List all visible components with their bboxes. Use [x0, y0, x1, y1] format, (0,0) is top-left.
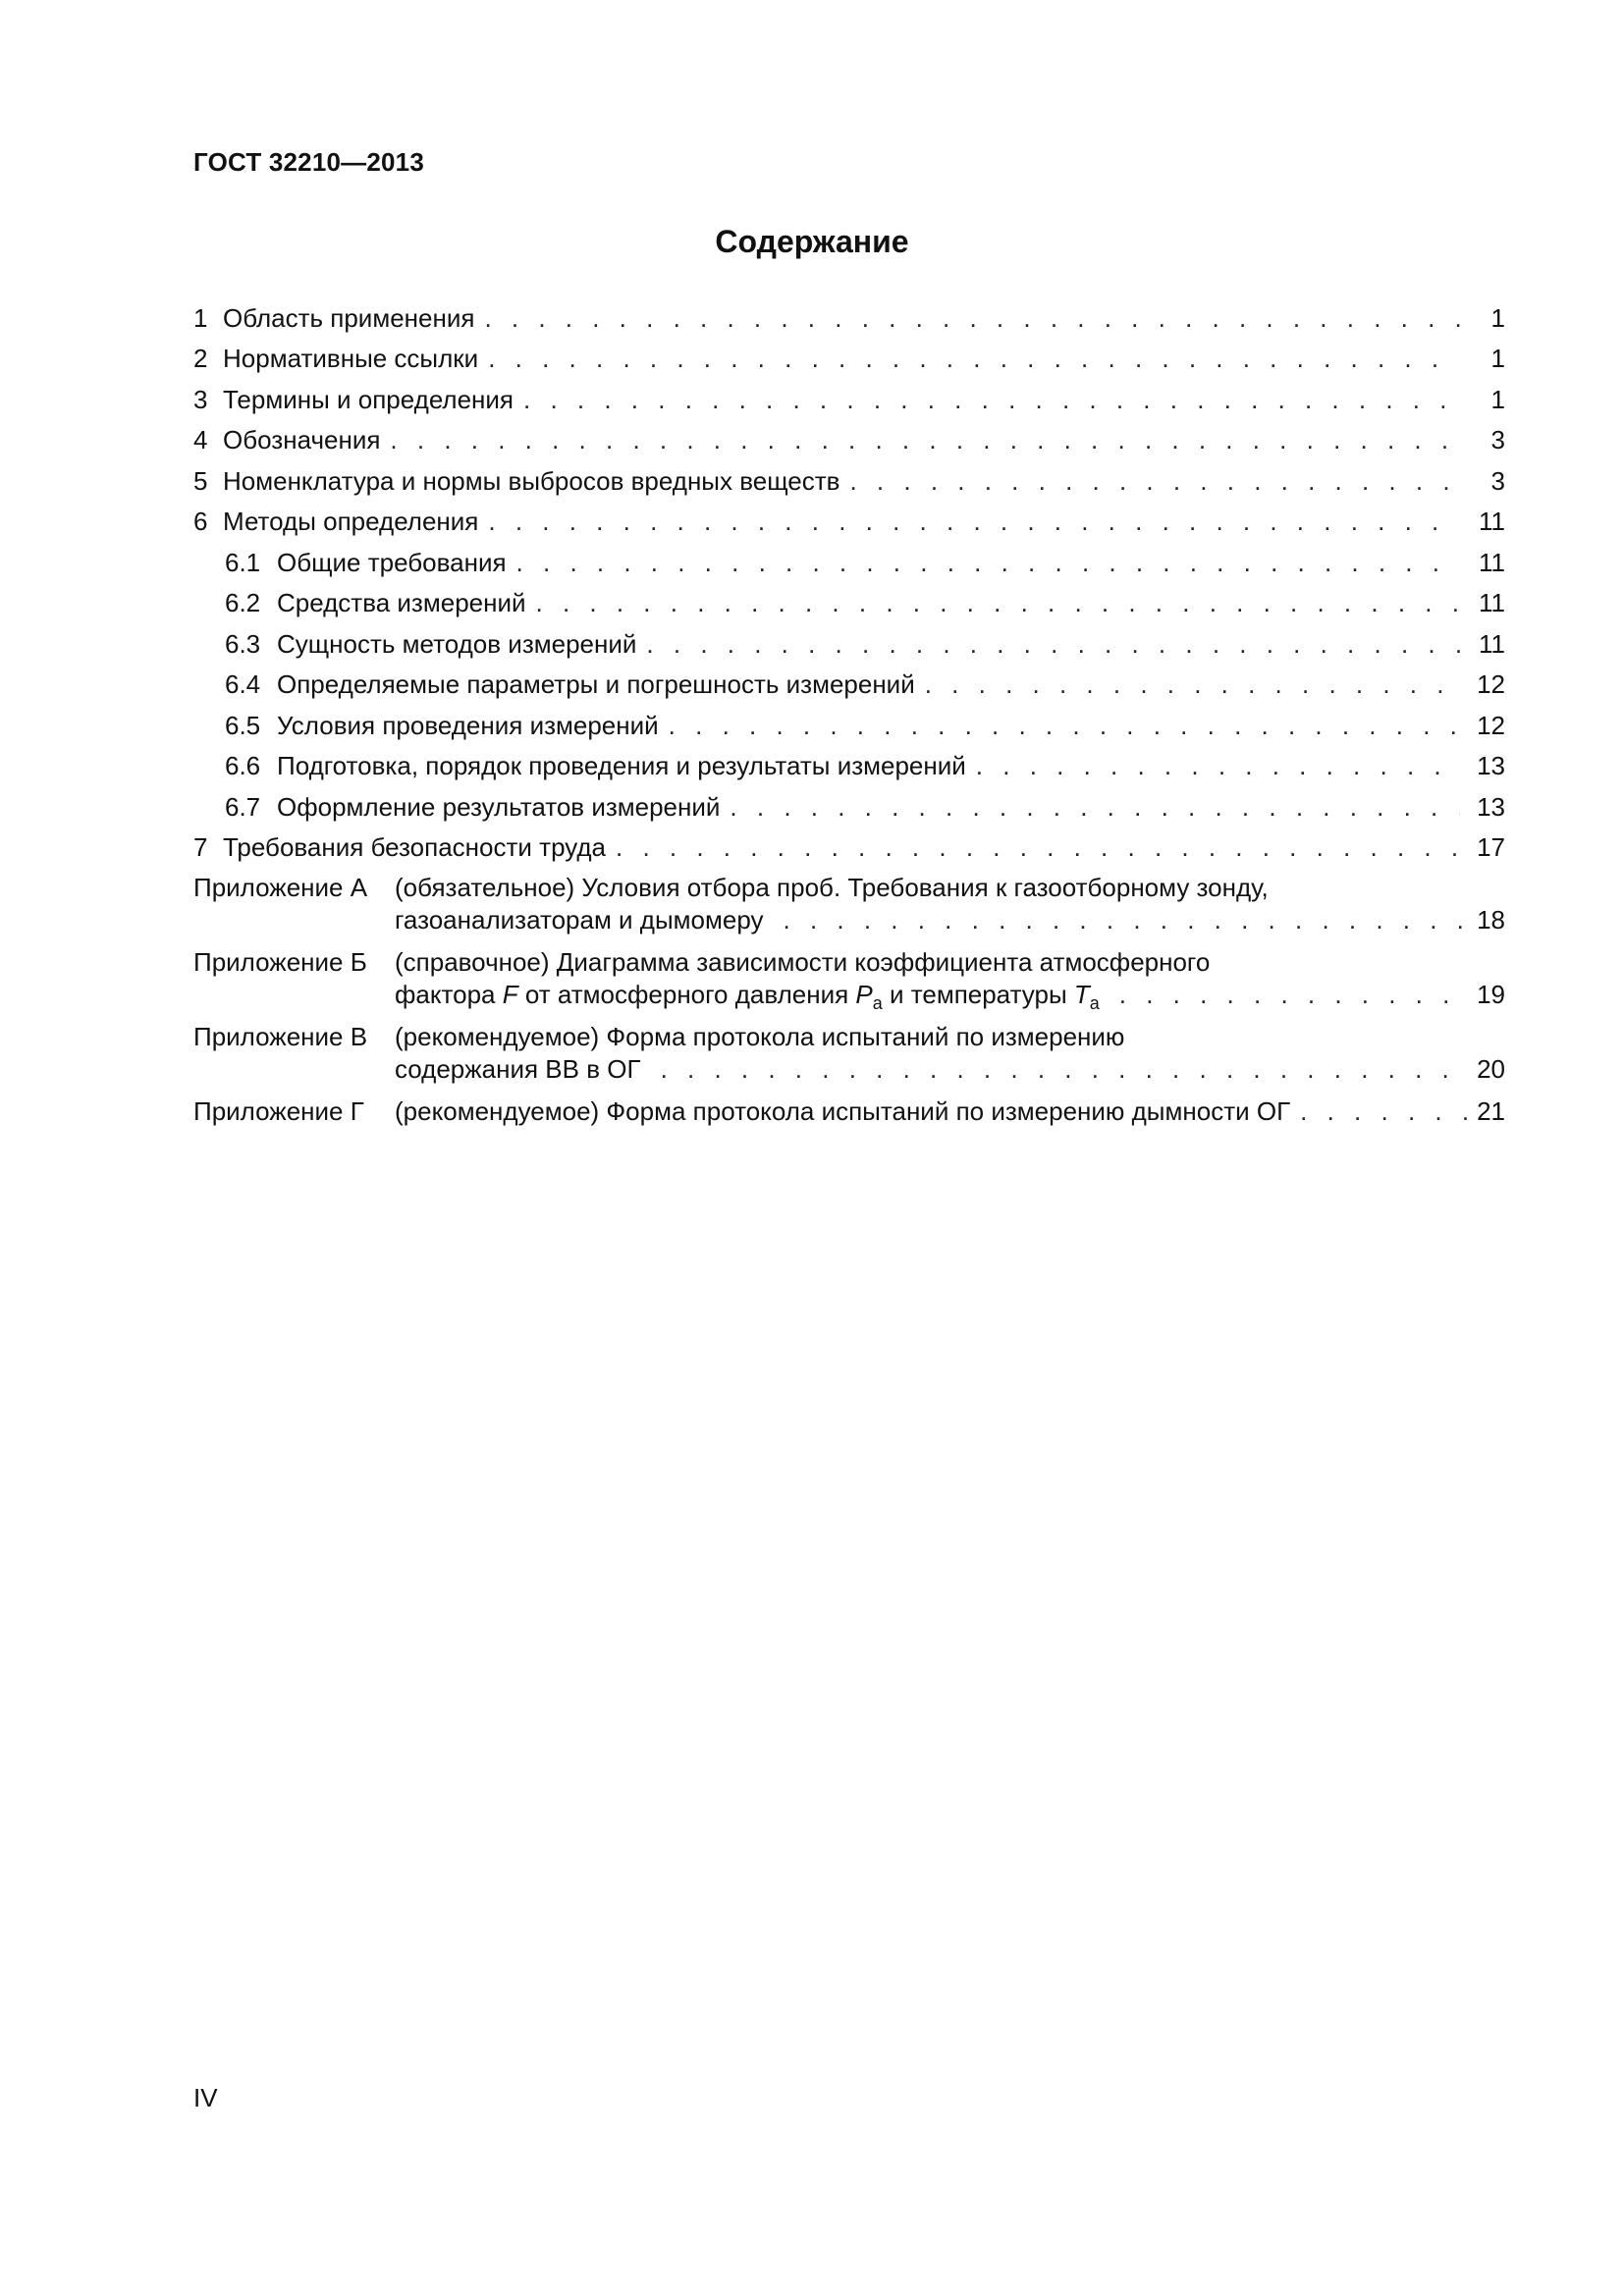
toc-entry-label: Термины и определения [223, 384, 514, 414]
toc-entry-page: 1 [1490, 384, 1505, 414]
toc-entry-page: 3 [1490, 465, 1505, 496]
toc-entry-label: Общие требования [277, 547, 507, 577]
appendix-title-line [395, 904, 1505, 936]
toc-entry-label: Подготовка, порядок проведения и результаты измерений [277, 751, 966, 780]
toc-appendix-v[interactable] [193, 1021, 1505, 1086]
appendix-body [395, 872, 1505, 936]
toc-entry-page: 11 [1479, 547, 1505, 577]
toc-entry-label: Нормативные ссылки [223, 344, 479, 373]
toc-entry-3[interactable] [193, 373, 1505, 414]
toc-appendix-a[interactable] [193, 872, 1505, 936]
toc-entry-number: 2 [193, 344, 208, 373]
dot-leader [488, 507, 1460, 536]
dot-leader [730, 792, 1460, 822]
toc-entry-page: 11 [1479, 588, 1505, 617]
toc-entry-label: Область применения [223, 302, 475, 333]
appendix-title-continuation: газоанализаторам и дымомеру [395, 905, 764, 934]
dot-leader [669, 711, 1460, 740]
dot-leader [1300, 1095, 1467, 1128]
toc-entry-page: 3 [1490, 425, 1505, 454]
toc-entry-4[interactable] [193, 414, 1505, 455]
toc-entry-7[interactable] [193, 822, 1505, 863]
appendix-body [395, 1095, 1505, 1128]
appendix-label: Приложение В [193, 1022, 368, 1051]
appendix-title-line: (рекомендуемое) Форма протокола испытаний по измерению [395, 1022, 1125, 1051]
toc-entry-1[interactable] [193, 292, 1505, 333]
toc-entry-page: 11 [1479, 507, 1505, 536]
appendix-page: 21 [1477, 1096, 1505, 1126]
toc-entry-label: Требования безопасности труда [223, 832, 606, 862]
dot-leader [488, 344, 1460, 373]
dot-leader [849, 466, 1460, 496]
toc-entry-6-3[interactable] [193, 617, 1505, 659]
toc-entry-label: Определяемые параметры и погрешность измерений [277, 669, 915, 699]
appendix-label: Приложение Б [193, 947, 367, 977]
symbol-p: P [855, 980, 873, 1009]
appendix-page: 20 [1477, 1054, 1505, 1084]
toc-entry-6-4[interactable] [193, 659, 1505, 700]
toc-entry-number: 4 [193, 425, 208, 454]
subscript-a: a [872, 993, 883, 1013]
dot-leader [484, 303, 1460, 333]
symbol-f: F [502, 980, 518, 1009]
toc-entry-page: 13 [1477, 751, 1505, 780]
toc-entry-page: 12 [1477, 710, 1505, 740]
page-number: IV [193, 2083, 218, 2112]
text-run: и температуры [882, 980, 1074, 1009]
toc-entry-number: 5 [193, 465, 208, 496]
toc-entry-page: 12 [1477, 669, 1505, 699]
dot-leader [646, 629, 1460, 659]
appendix-title-line: (рекомендуемое) Форма протокола испытаний по измерению дымности ОГ [395, 1096, 1291, 1126]
dot-leader [661, 1053, 1468, 1086]
appendix-title-continuation [395, 979, 1100, 1011]
toc-entry-6-6[interactable] [193, 740, 1505, 781]
subscript-a: a [1089, 993, 1100, 1013]
dot-leader [536, 588, 1460, 617]
toc-appendix-g[interactable] [193, 1095, 1505, 1128]
dot-leader [1119, 979, 1467, 1011]
toc-entry-number: 6.4 [225, 669, 261, 699]
appendix-page: 18 [1477, 905, 1505, 934]
dot-leader [516, 548, 1460, 577]
toc-entry-label: Номенклатура и нормы выбросов вредных веществ [223, 465, 840, 496]
toc-entry-number: 6.1 [225, 547, 261, 577]
toc-entry-page: 1 [1490, 302, 1505, 333]
appendix-page: 19 [1477, 980, 1505, 1009]
toc-entry-page: 11 [1479, 628, 1505, 659]
toc-entry-number: 6.3 [225, 628, 261, 659]
appendix-body [395, 1021, 1505, 1086]
toc-entry-label: Оформление результатов измерений [277, 791, 721, 822]
dot-leader [390, 425, 1460, 454]
toc-entry-page: 13 [1477, 791, 1505, 822]
appendix-label: Приложение Г [193, 1096, 364, 1126]
appendix-body [395, 946, 1505, 1011]
toc-entry-6-7[interactable] [193, 780, 1505, 822]
toc-entry-number: 1 [193, 302, 208, 333]
text-run: фактора [395, 980, 503, 1009]
dot-leader [616, 832, 1460, 862]
text-run: от атмосферного давления [517, 980, 856, 1009]
appendix-label: Приложение А [193, 873, 368, 902]
appendix-title-continuation: содержания ВВ в ОГ [395, 1054, 641, 1084]
toc-entry-label: Условия проведения измерений [277, 710, 659, 740]
toc-entry-page: 17 [1477, 832, 1505, 862]
toc-title: Содержание [715, 224, 909, 259]
toc-entry-number: 7 [193, 832, 208, 862]
symbol-t: T [1073, 980, 1090, 1009]
toc-entry-number: 6.6 [225, 751, 261, 780]
dot-leader [976, 751, 1460, 780]
dot-leader [523, 385, 1460, 414]
toc-entry-label: Обозначения [223, 425, 381, 454]
toc-entry-6-2[interactable] [193, 577, 1505, 618]
dot-leader [925, 669, 1460, 699]
toc-appendix-b[interactable] [193, 946, 1505, 1011]
toc-entry-number: 3 [193, 384, 208, 414]
appendix-title-line [395, 979, 1505, 1011]
toc-entry-5[interactable] [193, 454, 1505, 496]
document-code: ГОСТ 32210—2013 [193, 147, 424, 177]
appendix-title-line: (обязательное) Условия отбора проб. Требования к газоотборному зонду, [395, 873, 1269, 902]
toc-entry-number: 6.5 [225, 710, 261, 740]
toc-entry-label: Средства измерений [277, 588, 526, 617]
toc-entry-label: Сущность методов измерений [277, 628, 637, 659]
toc-entry-2[interactable] [193, 333, 1505, 374]
toc-entry-6-5[interactable] [193, 699, 1505, 740]
toc-entry-6[interactable] [193, 496, 1505, 537]
toc-entry-number: 6.7 [225, 791, 261, 822]
dot-leader [784, 904, 1468, 936]
table-of-contents [193, 292, 1505, 1128]
toc-entry-6-1[interactable] [193, 536, 1505, 577]
toc-entry-number: 6.2 [225, 588, 261, 617]
appendix-title-line: (справочное) Диаграмма зависимости коэффициента атмосферного [395, 947, 1211, 977]
appendix-title-line [395, 1053, 1505, 1086]
toc-entry-page: 1 [1490, 344, 1505, 373]
toc-entry-label: Методы определения [223, 507, 479, 536]
toc-entry-number: 6 [193, 507, 208, 536]
